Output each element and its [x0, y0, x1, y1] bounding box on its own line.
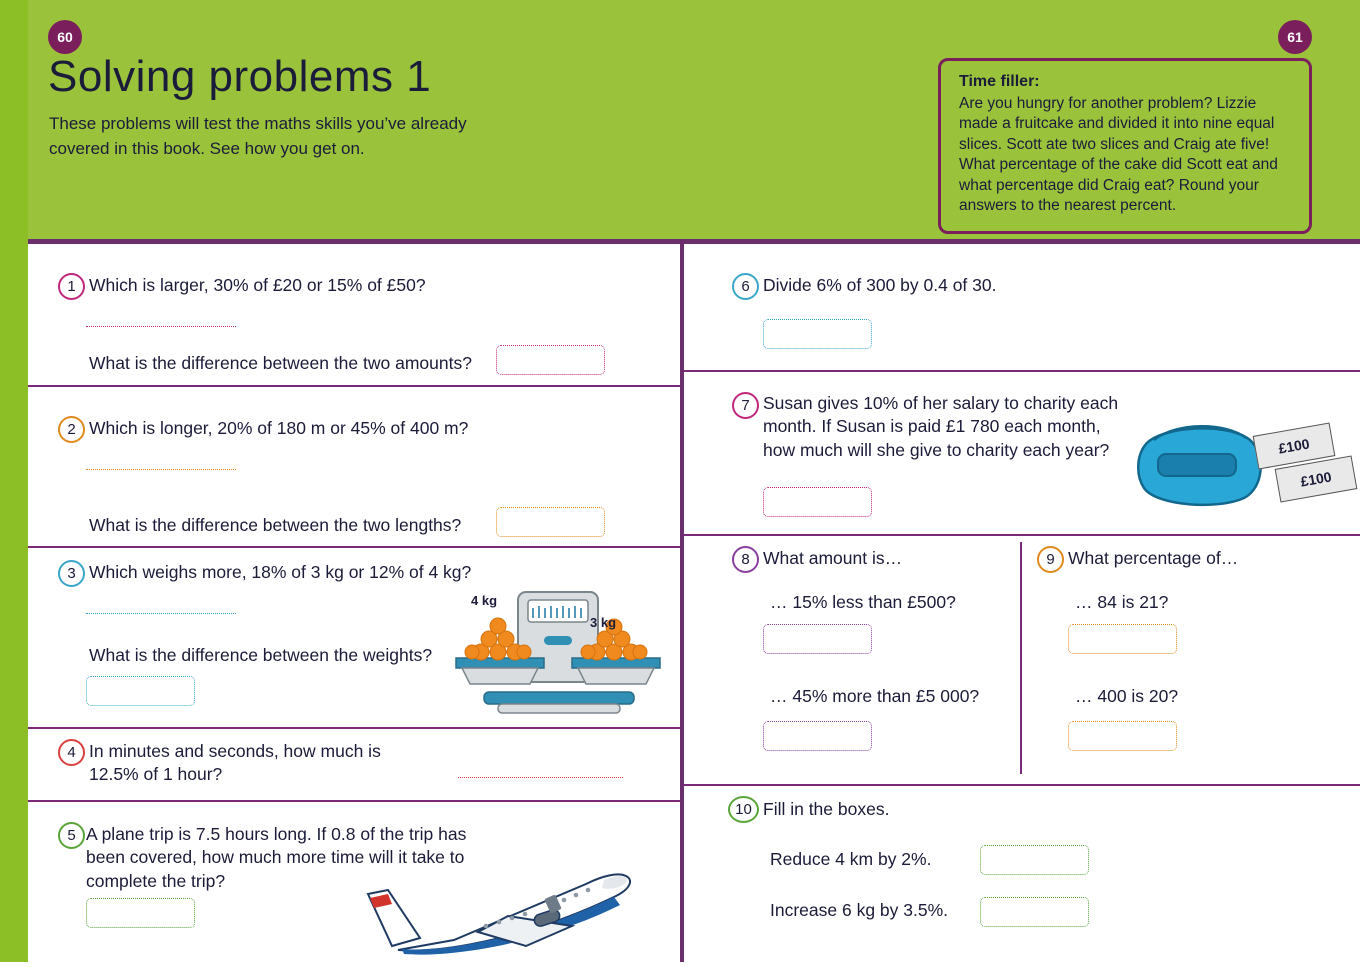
question-1-answer-box[interactable] — [496, 345, 605, 375]
question-1-prompt: Which is larger, 30% of £20 or 15% of £50? — [89, 275, 426, 295]
question-5-number: 5 — [58, 822, 85, 849]
question-2-answer-line[interactable] — [86, 469, 236, 470]
banknote-label-1: £100 — [1253, 422, 1336, 469]
page-number-right: 61 — [1278, 20, 1312, 54]
row-divider-6 — [684, 534, 1360, 536]
question-3-followup: What is the difference between the weights? — [89, 645, 433, 665]
right-column — [684, 244, 1360, 962]
question-8-number: 8 — [732, 546, 759, 573]
question-9-prompt: What percentage of… — [1068, 548, 1239, 568]
time-filler-heading: Time filler: — [959, 73, 1040, 90]
banknote-label-2: £100 — [1275, 455, 1358, 502]
question-4-answer-line[interactable] — [458, 777, 623, 778]
question-6-answer-box[interactable] — [763, 319, 872, 349]
question-4-prompt: In minutes and seconds, how much is 12.5% of 1 hour? — [89, 741, 381, 785]
row-divider-4 — [28, 800, 680, 802]
page-number-left: 60 — [48, 20, 82, 54]
question-2-prompt: Which is longer, 20% of 180 m or 45% of 400 m? — [89, 418, 469, 438]
question-1-number: 1 — [58, 273, 85, 300]
airplane-illustration — [358, 854, 658, 962]
question-3-answer-box[interactable] — [86, 676, 195, 706]
question-8-9-divider — [1020, 542, 1022, 774]
question-3-number: 3 — [58, 560, 85, 587]
time-filler-box — [938, 58, 1312, 234]
question-2-followup: What is the difference between the two lengths? — [89, 515, 462, 535]
question-7-answer-box[interactable] — [763, 487, 872, 517]
row-divider-3 — [28, 727, 680, 729]
question-10-part-2-text: Increase 6 kg by 3.5%. — [770, 900, 949, 920]
row-divider-5 — [684, 370, 1360, 372]
question-6-prompt: Divide 6% of 300 by 0.4 of 30. — [763, 275, 997, 295]
question-5-answer-box[interactable] — [86, 898, 195, 928]
question-9-part-1-text: … 84 is 21? — [1075, 592, 1169, 612]
question-9-part-2-answer-box[interactable] — [1068, 721, 1177, 751]
question-8-part-2-text: … 45% more than £5 000? — [770, 686, 980, 706]
question-10-part-1-text: Reduce 4 km by 2%. — [770, 849, 932, 869]
question-9-number: 9 — [1037, 546, 1064, 573]
question-4-number: 4 — [58, 739, 85, 766]
time-filler-body: Are you hungry for another problem? Lizzie made a fruitcake and divided it into nine equal slices. Scott ate two slices and Craig ate five! What percentage of the cake did Scott eat and what percentage did Craig eat? Round your answers to the nearest percent. — [959, 95, 1278, 215]
left-column — [28, 244, 680, 962]
question-2-answer-box[interactable] — [496, 507, 605, 537]
question-8-part-1-answer-box[interactable] — [763, 624, 872, 654]
question-1-followup: What is the difference between the two amounts? — [89, 353, 472, 373]
page-subtitle: These problems will test the maths skills you’ve already covered in this book. See how you get on. — [49, 114, 467, 158]
scale-label-right: 3 kg — [590, 615, 617, 630]
question-3-answer-line[interactable] — [86, 613, 236, 614]
question-8-part-2-answer-box[interactable] — [763, 721, 872, 751]
page-left-edge-band — [0, 0, 28, 962]
question-8-part-1-text: … 15% less than £500? — [770, 592, 956, 612]
question-10-prompt: Fill in the boxes. — [763, 799, 890, 819]
question-5-prompt: A plane trip is 7.5 hours long. If 0.8 of the trip has been covered, how much more time will it take to complete the trip? — [86, 824, 467, 891]
question-7-prompt: Susan gives 10% of her salary to charity each month. If Susan is paid £1 780 each month, how much will she give to charity each year? — [763, 393, 1119, 460]
row-divider-7 — [684, 784, 1360, 786]
question-7-number: 7 — [732, 392, 759, 419]
question-8-prompt: What amount is… — [763, 548, 903, 568]
row-divider-1 — [28, 385, 680, 387]
question-10-part-1-answer-box[interactable] — [980, 845, 1089, 875]
row-divider-2 — [28, 546, 680, 548]
question-3-prompt: Which weighs more, 18% of 3 kg or 12% of 4 kg? — [89, 562, 472, 582]
question-10-number: 10 — [728, 796, 759, 823]
question-2-number: 2 — [58, 416, 85, 443]
question-9-part-2-text: … 400 is 20? — [1075, 686, 1179, 706]
question-9-part-1-answer-box[interactable] — [1068, 624, 1177, 654]
question-6-number: 6 — [732, 273, 759, 300]
page-title: Solving problems 1 — [48, 52, 432, 101]
question-10-part-2-answer-box[interactable] — [980, 897, 1089, 927]
question-1-answer-line[interactable] — [86, 326, 236, 327]
scale-label-left: 4 kg — [471, 593, 498, 608]
